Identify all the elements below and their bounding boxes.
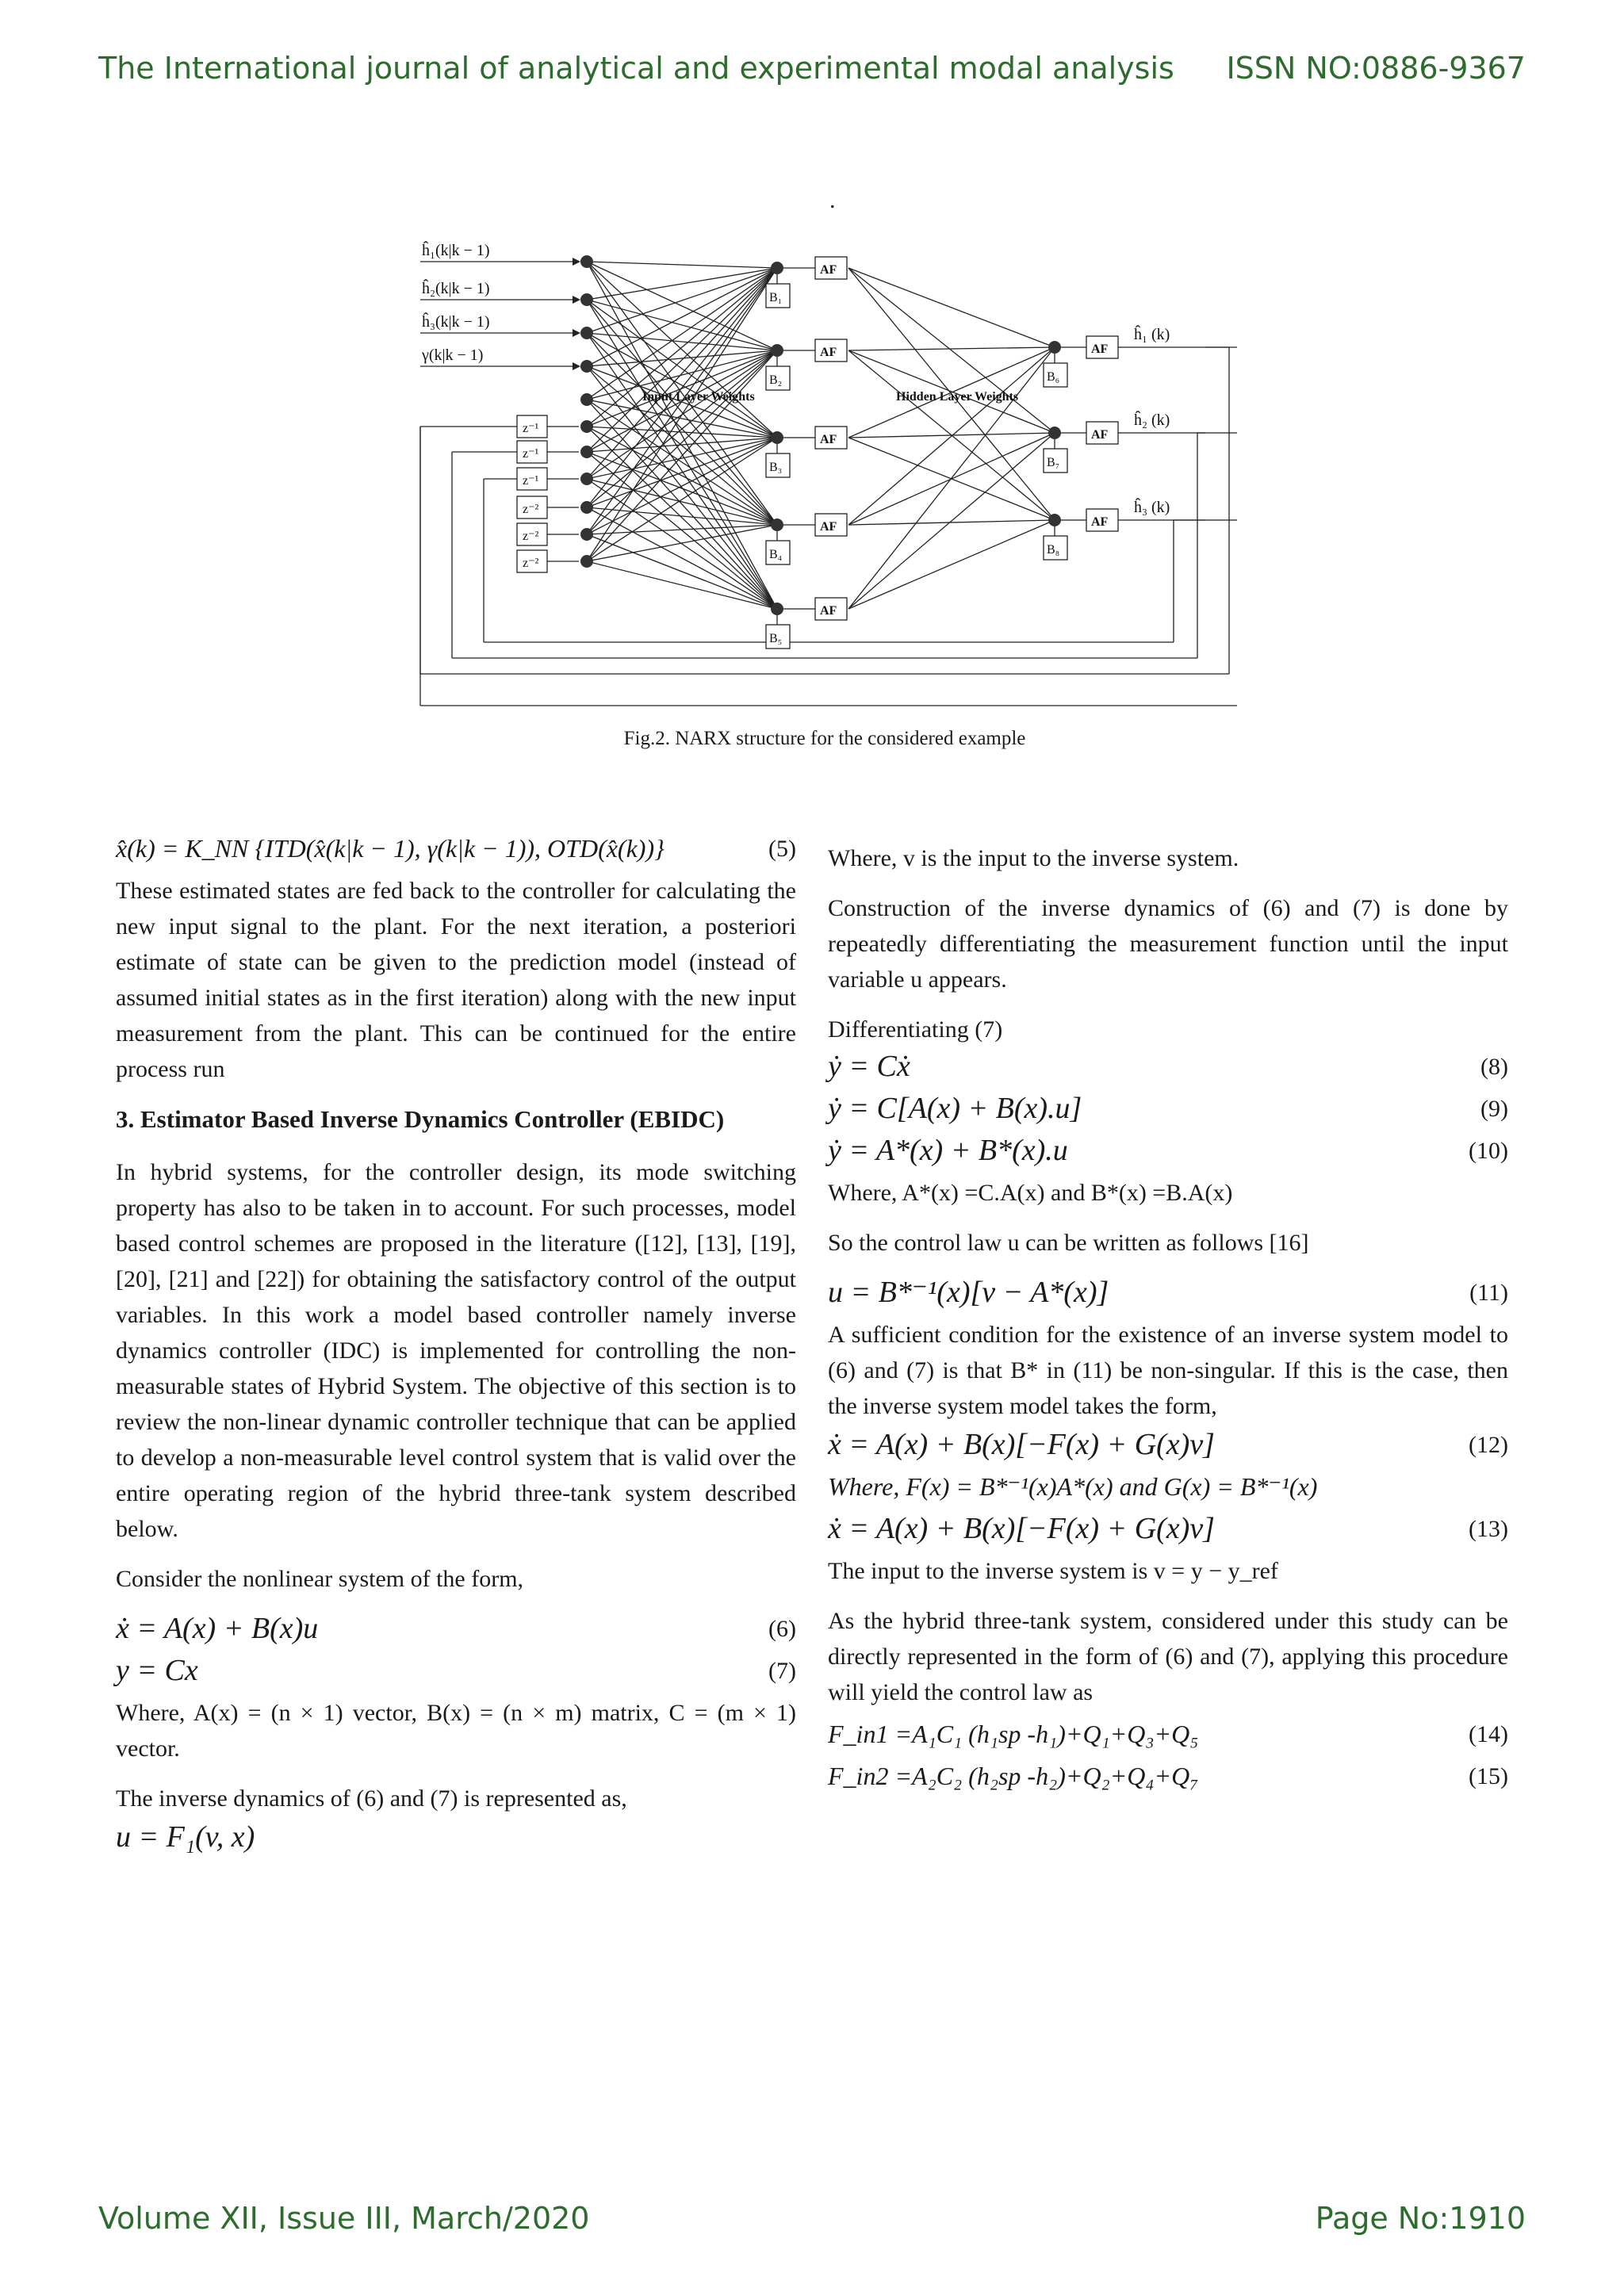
equation-u-body: u = F₁(v, x) [116,1820,255,1854]
equation-6 [116,1611,796,1647]
input-node [580,255,593,268]
paragraph: In hybrid systems, for the controller design, its mode switching property has also to be taken in to account. For such processes, model based control schemes are proposed in the literature ([12], [13], [19], [20], [21] and [22]) for obtaining the satisfactory control of the output variables. In this work a model based controller namely inverse dynamics controller (IDC) is implemented for controlling the non-measurable states of Hybrid System. The objective of this section is to review the non-linear dynamic controller technique that can be applied to develop a non-measurable level control system that is valid over the entire operating region of the hybrid three-tank system described below. [116,1159,796,1542]
paragraph: Consider the nonlinear system of the form, [116,1566,524,1592]
paragraph: As the hybrid three-tank system, considered under this study can be directly represented in the form of (6) and (7), applying this procedure will yield the control law as [828,1608,1508,1705]
equation-7-body: y = Cx [116,1654,198,1687]
paragraph: The input to the inverse system is v = y − y_ref [828,1558,1278,1584]
equation-9-number: (9) [1480,1096,1508,1122]
input-node [580,327,593,339]
left-column [116,829,796,1862]
narx-diagram [412,230,1237,725]
input-node [580,293,593,306]
input-node [580,501,593,514]
equation-5-body: x̂(k) = K_NN {ITD(x̂(k|k − 1), γ(k|k − 1)), OTD(x̂(k))} [116,834,665,863]
paragraph: Where, A(x) = (n × 1) vector, B(x) = (n × m) matrix, C = (m × 1) vector. [116,1700,796,1762]
bias-label: B₂ [769,373,783,387]
paragraph: These estimated states are fed back to the controller for calculating the new input signal to the plant. For the next iteration, a posteriori estimate of state can be given to the prediction model (instead of assumed initial states as in the first iteration) along with the new input measurement from the plant. This can be continued for the entire process run [116,878,796,1082]
equation-15 [828,1758,1508,1794]
equation-15-number: (15) [1469,1763,1508,1789]
equation-6-number: (6) [768,1616,796,1642]
af-label: AF [820,520,837,534]
input-node [580,446,593,458]
equation-13-number: (13) [1469,1516,1508,1542]
paragraph: The inverse dynamics of (6) and (7) is represented as, [116,1785,627,1812]
equation-14-body: F_in1 =A₁C₁ (h₁sp -h₁)+Q₁+Q₃+Q₅ [828,1720,1199,1748]
hidden-node [771,262,783,274]
paragraph: Construction of the inverse dynamics of (6) and (7) is done by repeatedly differentiating the measurement function until the input variable u appears. [828,895,1508,993]
output-label: ĥ₂ (k) [1134,411,1170,429]
input-node [580,528,593,541]
af-label: AF [820,263,837,277]
figure-caption: Fig.2. NARX structure for the considered example [623,728,1026,749]
equation-8-body: ẏ = Cẋ [828,1050,910,1083]
input-node [580,360,593,373]
equation-12-body: ẋ = A(x) + B(x)[−F(x) + G(x)v] [828,1428,1215,1461]
equation-6-body: ẋ = A(x) + B(x)u [116,1612,319,1645]
page-header [98,51,1526,86]
input-layer-label: Input Layer Weights [642,390,755,404]
journal-title: The International journal of analytical and experimental modal analysis [98,51,1174,86]
bias-label: B₃ [769,461,783,474]
volume-info: Volume XII, Issue III, March/2020 [98,2201,590,2236]
section-title: 3. Estimator Based Inverse Dynamics Controller (EBIDC) [116,1105,725,1133]
equation-5 [116,831,796,867]
hidden-node [771,519,783,531]
af-label: AF [820,604,837,618]
equation-8-number: (8) [1480,1054,1508,1080]
hidden-node [771,344,783,357]
hidden-node [771,431,783,444]
equation-15-body: F_in2 =A₂C₂ (h₂sp -h₂)+Q₂+Q₄+Q₇ [828,1762,1199,1790]
paragraph: So the control law u can be written as follows [16] [828,1230,1309,1256]
input-node [580,555,593,568]
equation-14-number: (14) [1469,1721,1508,1747]
equation-u [116,1820,796,1855]
af-label: AF [1091,515,1109,529]
af-label: AF [820,346,837,359]
input-label: ĥ₂(k|k − 1) [422,280,490,297]
delay-label: z⁻¹ [523,474,539,488]
output-label: ĥ₁ (k) [1134,326,1170,343]
af-label: AF [820,433,837,446]
equation-9-body: ẏ = C[A(x) + B(x).u] [828,1092,1082,1125]
equation-14 [828,1716,1508,1752]
stray-dot: . [829,187,836,213]
equation-9 [828,1091,1508,1127]
right-column [828,840,1508,1800]
input-node [580,420,593,433]
equation-12-number: (12) [1469,1432,1508,1458]
bias-label: B₁ [769,291,783,304]
input-label: γ(k|k − 1) [422,346,484,364]
equation-10-body: ẏ = A*(x) + B*(x).u [828,1134,1068,1167]
equation-10 [828,1133,1508,1169]
af-label: AF [1091,428,1109,442]
delay-label: z⁻² [523,557,539,570]
paragraph: A sufficient condition for the existence of an inverse system model to (6) and (7) is that B* in (11) be non-singular. If this is the case, then the inverse system model takes the form, [828,1322,1508,1419]
equation-11-number: (11) [1469,1280,1508,1306]
output-node [1048,514,1061,526]
paragraph: Where, A*(x) =C.A(x) and B*(x) =B.A(x) [828,1180,1233,1206]
equation-8 [828,1049,1508,1085]
output-node [1048,341,1061,354]
equation-fg-definition [828,1469,1508,1505]
issn: ISSN NO:0886-9367 [1226,51,1526,86]
equation-13 [828,1511,1508,1547]
hidden-node [771,603,783,615]
bias-label: B₅ [769,632,783,645]
delay-label: z⁻¹ [523,422,539,435]
input-label: ĥ₃(k|k − 1) [422,313,490,331]
equation-11 [828,1275,1508,1311]
af-label: AF [1091,342,1109,356]
input-label: ĥ₁(k|k − 1) [422,242,490,259]
equation-13-body: ẋ = A(x) + B(x)[−F(x) + G(x)v] [828,1512,1215,1545]
bias-label: B₆ [1047,370,1060,384]
page-number: Page No:1910 [1315,2201,1526,2236]
equation-7 [116,1653,796,1689]
equation-7-number: (7) [768,1658,796,1684]
narx-figure [412,230,1237,725]
equation-11-body: u = B*⁻¹(x)[v − A*(x)] [828,1276,1109,1309]
delay-label: z⁻² [523,503,539,516]
hidden-layer-label: Hidden Layer Weights [896,390,1019,404]
output-label: ĥ₃ (k) [1134,499,1170,516]
output-node [1048,427,1061,439]
paragraph: Differentiating (7) [828,1016,1003,1043]
bias-label: B₈ [1047,543,1060,557]
equation-10-number: (10) [1469,1138,1508,1164]
paragraph: Where, v is the input to the inverse system. [828,845,1239,871]
equation-12 [828,1427,1508,1463]
page-footer [98,2201,1526,2236]
input-node [580,473,593,485]
bias-label: B₇ [1047,456,1060,469]
delay-label: z⁻¹ [523,447,539,461]
bias-label: B₄ [769,548,783,561]
equation-5-number: (5) [768,836,796,862]
equation-fg-body: Where, F(x) = B*⁻¹(x)A*(x) and G(x) = B*⁻¹(x) [828,1472,1318,1501]
delay-label: z⁻² [523,530,539,543]
input-node [580,393,593,406]
